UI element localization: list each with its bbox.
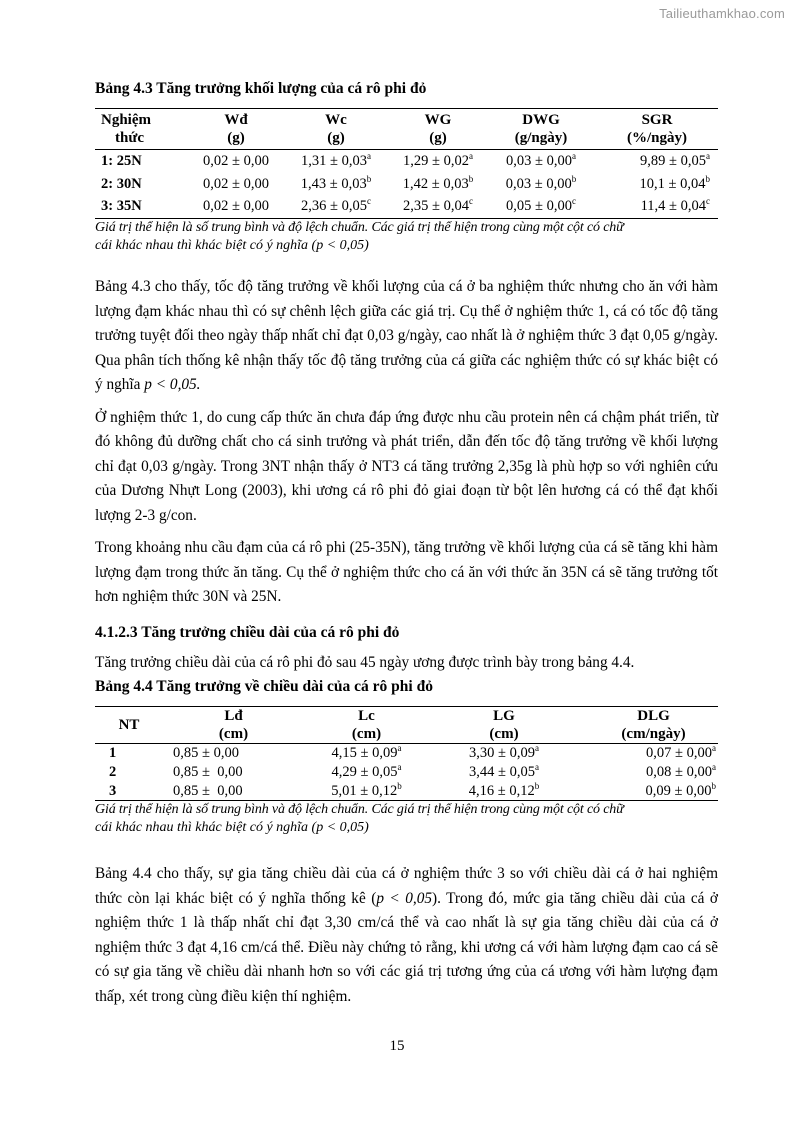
cell: 4,16 ± 0,12$^b$ xyxy=(468,780,540,799)
cell: 0,85 ± 0,00 xyxy=(173,745,239,762)
page-number: 15 xyxy=(389,1038,405,1054)
cell: 0,02 ± 0,00 xyxy=(203,175,269,192)
table-4-3-note: Giá trị thể hiện là số trung bình và độ lệch chuẩn. Các giá trị thể hiện trong cùng một cột có chữ cái khác nhau thì khác biệt có ý nghĩa (p < 0,05) xyxy=(95,220,624,253)
row-label: 2 xyxy=(109,764,117,780)
cell: 4,29 ± 0,05$^a$ xyxy=(331,762,402,780)
cell: 1,43 ± 0,03$^b$ xyxy=(300,173,372,192)
table-row xyxy=(95,150,718,173)
paragraph-5: Bảng 4.4 cho thấy, sự gia tăng chiều dài của cá ở nghiệm thức 3 so với chiều dài cá ở hai nghiệm thức còn lại khác biệt có ý nghĩa thống kê (p < 0,05). Trong đó, mức gia tăng chiều dài của cá ở nghiệm thức 1 là thấp nhất chỉ đạt 3,30 cm/cá thể và cao nhất là sự gia tăng chiều dài của cá ở nghiệm thức 3 đạt 4,16 cm/cá thể. Điều này chứng tỏ rằng, khi ương cá với hàm lượng đạm cao cá sẽ có sự gia tăng về chiều dài nhanh hơn so với các giá trị tương ứng của cá ương với hàm lượng đạm thấp, xét trong cùng điều kiện thí nghiệm. xyxy=(95,865,719,1005)
cell: 0,85 ± 0,00 xyxy=(173,782,243,799)
table-row xyxy=(95,744,718,763)
row-label: 3: 35N xyxy=(101,198,142,215)
cell: 3,44 ± 0,05$^a$ xyxy=(469,762,539,780)
cell: 0,02 ± 0,00 xyxy=(203,198,269,215)
table-4-4 xyxy=(95,706,718,801)
table-4-4-note: Giá trị thể hiện là số trung bình và độ lệch chuẩn. Các giá trị thể hiện trong cùng một cột có chữ cái khác nhau thì khác biệt có ý nghĩa (p < 0,05) xyxy=(95,802,624,835)
table-4-3 xyxy=(95,108,718,219)
header-ld: Lđ (cm) xyxy=(218,708,249,742)
table-row xyxy=(95,173,718,196)
cell: 2,35 ± 0,04$^c$ xyxy=(403,196,473,215)
table-4-3-section xyxy=(95,79,718,255)
paragraph-1: Bảng 4.3 cho thấy, tốc độ tăng trưởng về khối lượng của cá ở ba nghiệm thức nhưng cho ăn với hàm lượng đạm khác nhau thì có sự chênh lệch giữa các giá trị. Cụ thể ở nghiệm thức 1, cá có tốc độ tăng trưởng tuyệt đối theo ngày thấp nhất chỉ đạt 0,03 g/ngày, cao nhất là ở nghiệm thức 3 đạt 0,05 g/ngày. Qua phân tích thống kê nhận thấy tốc độ tăng trưởng của cá giữa các nghiệm thức có sự khác biệt có ý nghĩa p < 0,05. xyxy=(95,278,718,393)
row-label: 3 xyxy=(109,782,117,799)
row-label: 1: 25N xyxy=(101,152,142,169)
cell: 0,09 ± 0,00$^b$ xyxy=(645,780,716,799)
cell: 9,89 ± 0,05$^a$ xyxy=(640,150,710,169)
table-header-row xyxy=(95,707,718,744)
header-dlg: DLG (cm/ngày) xyxy=(621,708,686,742)
cell: 0,85 ± 0,00 xyxy=(173,764,243,780)
cell: 2,36 ± 0,05$^c$ xyxy=(301,196,371,215)
table-header-row xyxy=(95,109,718,150)
header-dwg: DWG (g/ngày) xyxy=(514,112,568,146)
section-heading: 4.1.2.3 Tăng trưởng chiều dài của cá rô phi đỏ xyxy=(95,623,400,641)
table-4-4-caption: Bảng 4.4 Tăng trưởng về chiều dài của cá rô phi đỏ xyxy=(95,678,433,695)
table-row xyxy=(95,782,718,801)
table-row xyxy=(95,763,718,782)
header-wd: Wđ (g) xyxy=(224,112,248,146)
paragraph-4: Tăng trưởng chiều dài của cá rô phi đỏ sau 45 ngày ương được trình bày trong bảng 4.4. xyxy=(95,653,635,671)
body-text xyxy=(95,275,718,675)
cell: 0,03 ± 0,00$^a$ xyxy=(506,150,576,169)
table-4-3-caption: Bảng 4.3 Tăng trưởng khối lượng của cá rô phi đỏ xyxy=(95,80,427,97)
cell: 0,07 ± 0,00$^a$ xyxy=(646,743,716,762)
paragraph-2: Ở nghiệm thức 1, do cung cấp thức ăn chưa đáp ứng được nhu cầu protein nên cá chậm phát triển, từ đó không đủ dưỡng chất cho cá sinh trưởng và phát triển, dẫn đến tốc độ tăng trưởng về khối lượng chỉ đạt 0,03 g/ngày. Trong 3NT nhận thấy ở NT3 cá tăng trưởng 2,35g là phù hợp so với nghiên cứu của Dương Nhựt Long (2003), khi ương cá rô phi đỏ giai đoạn từ bột lên hương cá có thể đạt khối lượng 2-3 g/con. xyxy=(95,408,718,524)
cell: 1,31 ± 0,03$^a$ xyxy=(301,150,371,169)
header-nghiem-thuc: Nghiệm thức xyxy=(101,112,151,146)
header-lg: LG (cm) xyxy=(489,708,519,742)
cell: 3,30 ± 0,09$^a$ xyxy=(469,743,539,762)
row-label: 2: 30N xyxy=(101,175,142,192)
cell: 10,1 ± 0,04$^b$ xyxy=(639,173,710,192)
cell: 0,03 ± 0,00$^b$ xyxy=(505,173,577,192)
cell: 0,05 ± 0,00$^c$ xyxy=(506,196,576,215)
watermark: Tailieuthamkhao.com xyxy=(659,6,785,21)
body-text-2 xyxy=(95,862,718,1009)
cell: 1,42 ± 0,03$^b$ xyxy=(402,173,474,192)
cell: 11,4 ± 0,04$^c$ xyxy=(640,196,710,215)
row-label: 1 xyxy=(109,745,117,762)
cell: 0,02 ± 0,00 xyxy=(203,152,269,169)
table-4-4-section xyxy=(95,677,718,837)
header-wg: WG (g) xyxy=(424,112,452,146)
cell: 4,15 ± 0,09$^a$ xyxy=(331,743,402,762)
header-nt: NT xyxy=(118,717,140,733)
paragraph-3: Trong khoảng nhu cầu đạm của cá rô phi (25-35N), tăng trưởng về khối lượng của cá sẽ tăng khi hàm lượng đạm trong thức ăn tăng. Cụ thể ở nghiệm thức cho cá ăn với thức ăn 35N cá sẽ tăng trưởng tốt hơn nghiệm thức 30N và 25N. xyxy=(95,539,718,605)
header-lc: Lc (cm) xyxy=(351,708,382,742)
cell: 1,29 ± 0,02$^a$ xyxy=(403,150,473,169)
cell: 5,01 ± 0,12$^b$ xyxy=(331,780,402,799)
header-wc: Wc (g) xyxy=(325,112,347,146)
cell: 0,08 ± 0,00$^a$ xyxy=(646,762,716,780)
header-sgr: SGR (%/ngày) xyxy=(627,112,687,146)
table-row xyxy=(95,196,718,219)
